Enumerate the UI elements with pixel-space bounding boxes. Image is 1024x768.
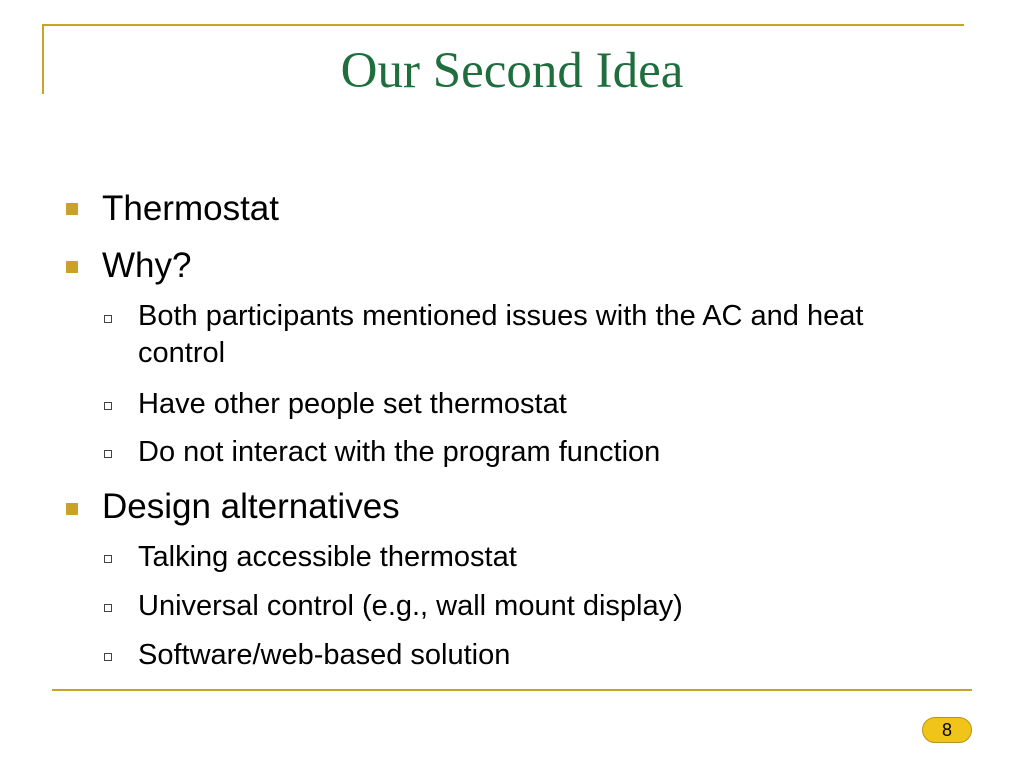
hollow-square-bullet-icon [104, 555, 112, 563]
bullet-thermostat: Thermostat [102, 189, 279, 228]
page-number-badge: 8 [922, 717, 972, 743]
hollow-square-bullet-icon [104, 604, 112, 612]
bullet-why: Why? [102, 246, 192, 285]
bullet-design-alternatives: Design alternatives [102, 487, 400, 526]
sub-bullet-talking-thermostat: Talking accessible thermostat [138, 541, 517, 573]
footer-divider [52, 689, 972, 691]
sub-bullet-participants: Both participants mentioned issues with the AC and heat control [138, 300, 864, 369]
slide-title: Our Second Idea [340, 43, 684, 99]
sub-bullet-program-function: Do not interact with the program function [138, 436, 661, 468]
square-bullet-icon [66, 503, 78, 515]
hollow-square-bullet-icon [104, 653, 112, 661]
square-bullet-icon [66, 261, 78, 273]
sub-bullet-software-solution: Software/web-based solution [138, 639, 511, 671]
hollow-square-bullet-icon [104, 315, 112, 323]
hollow-square-bullet-icon [104, 450, 112, 458]
sub-bullet-universal-control: Universal control (e.g., wall mount display) [138, 590, 683, 622]
square-bullet-icon [66, 203, 78, 215]
sub-bullet-others-set: Have other people set thermostat [138, 388, 567, 420]
hollow-square-bullet-icon [104, 402, 112, 410]
